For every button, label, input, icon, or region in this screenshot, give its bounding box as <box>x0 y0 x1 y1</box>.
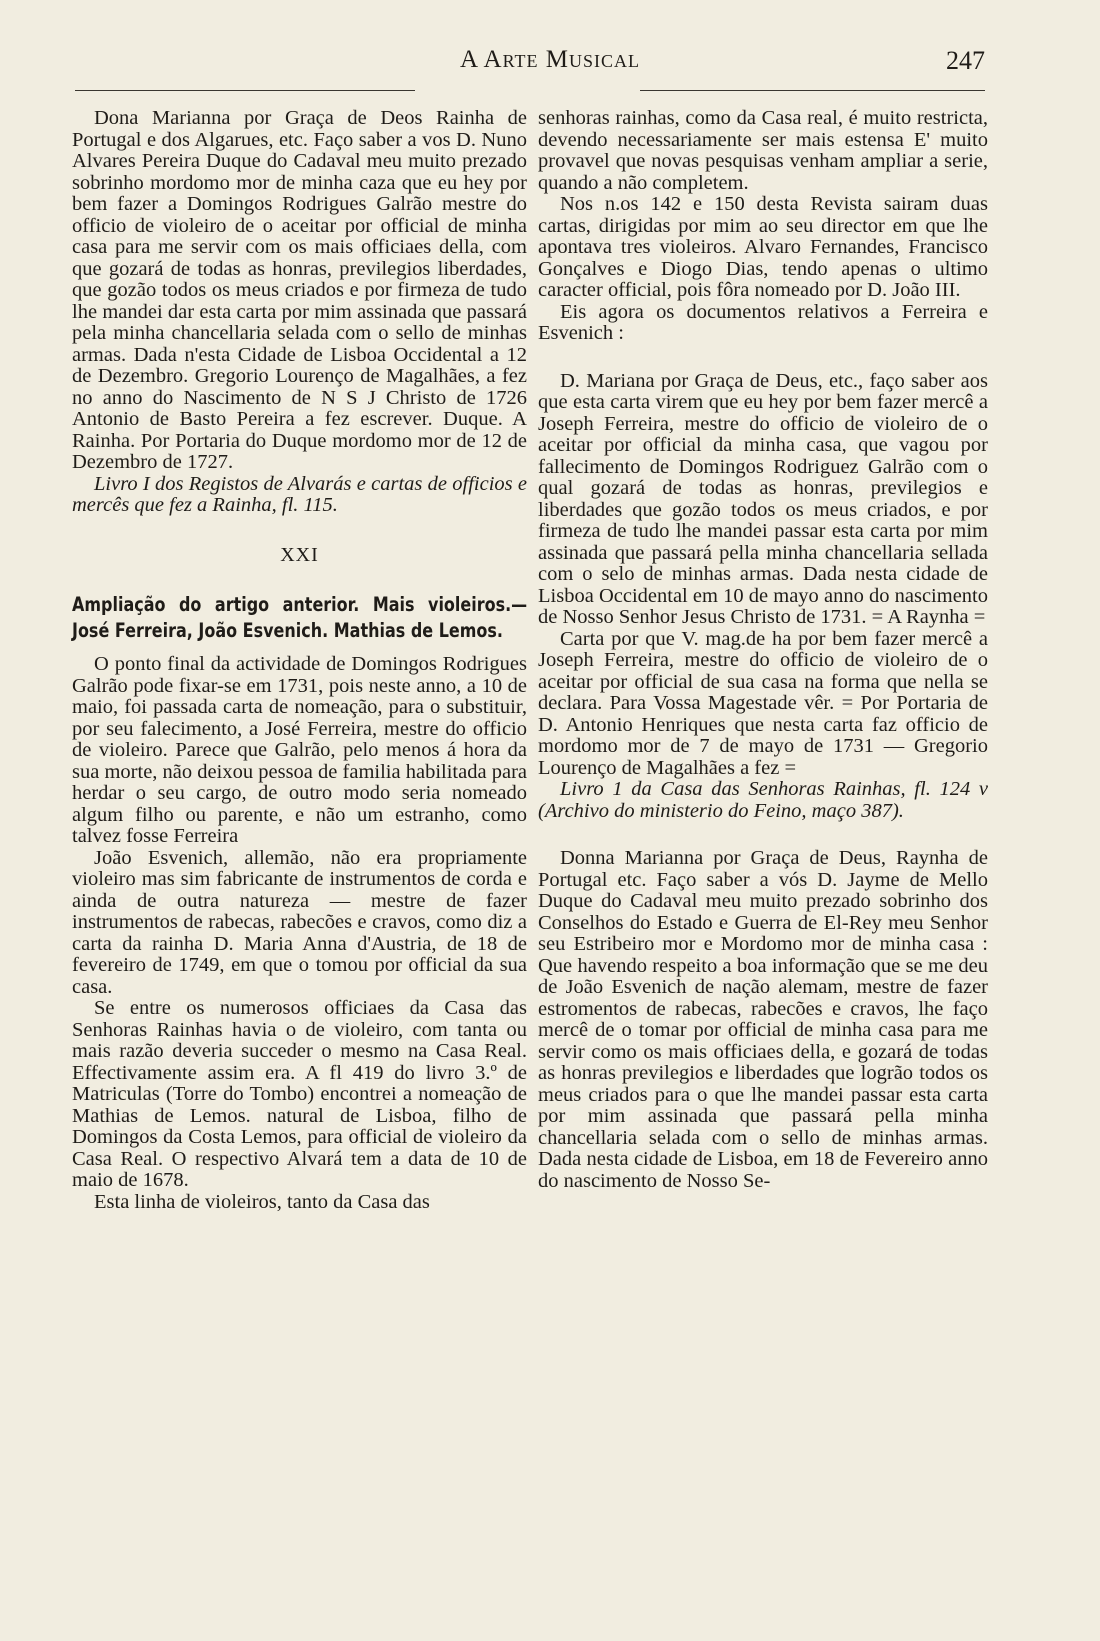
spacer <box>538 822 988 848</box>
citation-livro-casa: Livro 1 da Casa das Senhoras Rainhas, fl. 124 v (Archivo do ministerio do Feino, maço 387). <box>538 778 988 822</box>
paragraph-mathias-lemos: Se entre os numerosos officiaes da Casa das Senhoras Rainhas havia o de violeiro, com tanta ou mais razão deveria succeder o mesmo na Casa Real. Effectivamente assim era. A fl 419 do livro 3.º de Matriculas (Torre do Tombo) encontrei a nomeação de Mathias de Lemos. natural de Lisboa, filho de Domingos da Costa Lemos, para official de violeiro da Casa Real. O respectivo Alvará tem a data de 10 de maio de 1678. <box>72 997 527 1191</box>
running-header-title: A Arte Musical <box>460 46 640 73</box>
paragraph-linha-violeiros: Esta linha de violeiros, tanto da Casa das <box>94 1190 430 1213</box>
carta-note-ferreira: Carta por que V. mag.de ha por bem fazer mercê a Joseph Ferreira, mestre do officio de violeiro de o aceitar por official de sua casa na forma que nella se declara. Para Vossa Magestade vêr. = Por Portaria de D. Antonio Henriques que nesta carta faz officio de mordomo mor de 7 de mayo de 1731 — Gregorio Lourenço de Magalhães a fez = <box>538 627 988 779</box>
paragraph-galrao-end: O ponto final da actividade de Domingos Rodrigues Galrão pode fixar-se em 1731, pois neste anno, a 10 de maio, foi passada carta de nomeação, para o substituir, por seu falecimento, a José Ferreira, mestre do officio de violeiro. Parece que Galrão, pelo menos á hora da sua morte, não deixou pessoa de familia habilitada para herdar o seu cargo, de outro modo seria nomeado algum filho ou parente, e não um estranho, como talvez fosse Ferreira <box>72 653 527 847</box>
paragraph-documentos-intro: Eis agora os documentos relativos a Ferreira e Esvenich : <box>538 300 988 344</box>
spacer <box>538 345 988 371</box>
paragraph-esvenich: João Esvenich, allemão, não era propriamente violeiro mas sim fabricante de instrumentos de corda e ainda de outra natureza — mestre de fazer instrumentos de rabecas, rabecões e cravos, como diz a carta da rainha D. Maria Anna d'Austria, de 18 de fevereiro de 1749, em que o tomou por official da sua casa. <box>72 846 527 998</box>
left-column <box>72 108 527 1213</box>
citation-livro-registos: Livro I dos Registos de Alvarás e cartas de officios e mercês que fez a Rainha, fl. 115. <box>72 472 527 516</box>
right-column <box>538 108 988 1192</box>
header-rule-right <box>640 90 985 91</box>
section-title: Ampliação do artigo anterior. Mais violeiros.— José Ferreira, João Esvenich. Mathias de Lemos. <box>72 593 528 642</box>
section-number: XXI <box>280 543 319 566</box>
header-rule-left <box>75 90 415 91</box>
royal-letter-esvenich: Donna Marianna por Graça de Deus, Raynha de Portugal etc. Faço saber a vós D. Jayme de Mello Duque do Cadaval meu muito prezado sobrinho dos Conselhos do Estado e Guerra de El-Rey meu Senhor seu Estribeiro mor e Mordomo mor de minha casa : Que havendo respeito a boa informação que se me deu de João Esvenich de nação alemam, mestre de fazer estromentos de rabecas, rabecões e cravos, lhe faço mercê de o tomar por official de minha casa para me servir como os mais officiaes della, e gozará de todas as honras previlegios e liberdades que logrão todos os meus criados para o que lhe mandei passar esta carta por mim assinada que passará pella minha chancellaria selada com o sello de minhas armas. Dada nesta cidade de Lisboa, em 18 de Fevereiro anno do nascimento de Nosso Se- <box>538 847 988 1192</box>
paragraph-continuation: senhoras rainhas, como da Casa real, é muito restricta, devendo necessariamente ser mais estensa E' muito provavel que novas pesquisas venham ampliar a serie, quando a não completem. <box>538 107 988 194</box>
royal-letter-ferreira: D. Mariana por Graça de Deus, etc., faço saber aos que esta carta virem que eu hey por bem fazer mercê a Joseph Ferreira, mestre do officio de violeiro de o aceitar por official da minha casa, que vagou por fallecimento de Domingos Rodriguez Galrão com o qual gozará de todas as honras, previlegios e liberdades que gozão todos os meus criados, e por firmeza de tudo lhe mandei passar esta carta por mim assinada que passará pella minha chancellaria sellada com o selo de minhas armas. Dada nesta cidade de Lisboa Occidental em 10 de mayo anno do nascimento de Nosso Senhor Jesus Christo de 1731. = A Raynha = <box>538 369 988 628</box>
royal-letter-galrao: Dona Marianna por Graça de Deos Rainha de Portugal e dos Algarues, etc. Faço saber a vos D. Nuno Alvares Pereira Duque do Cadaval meu muito prezado sobrinho mordomo mor de minha caza que eu hey por bem fazer a Domingos Rodrigues Galrão mestre do officio de violeiro de o aceitar por official de minha casa para me servir com os mais officiaes della, com que gozará de todas as honras, previlegios liberdades, que gozão todos os meus criados e por firmeza de tudo lhe mandei dar esta carta por mim assinada que passará pela minha chancellaria selada com o sello de minhas armas. Dada n'esta Cidade de Lisboa Occidental a 12 de Dezembro. Gregorio Lourenço de Magalhães, a fez no anno do Nascimento de N S J Christo de 1726 Antonio de Basto Pereira a fez escrever. Duque. A Rainha. Por Portaria do Duque mordomo mor de 12 de Dezembro de 1727. <box>72 107 527 473</box>
page-number: 247 <box>946 46 985 75</box>
paragraph-revista-cartas: Nos n.os 142 e 150 desta Revista sairam duas cartas, dirigidas por mim ao seu director em que lhe apontava tres violeiros. Alvaro Fernandes, Francisco Gonçalves e Diogo Dias, tendo apenas o ultimo caracter official, pois fôra nomeado por D. João III. <box>538 193 988 301</box>
